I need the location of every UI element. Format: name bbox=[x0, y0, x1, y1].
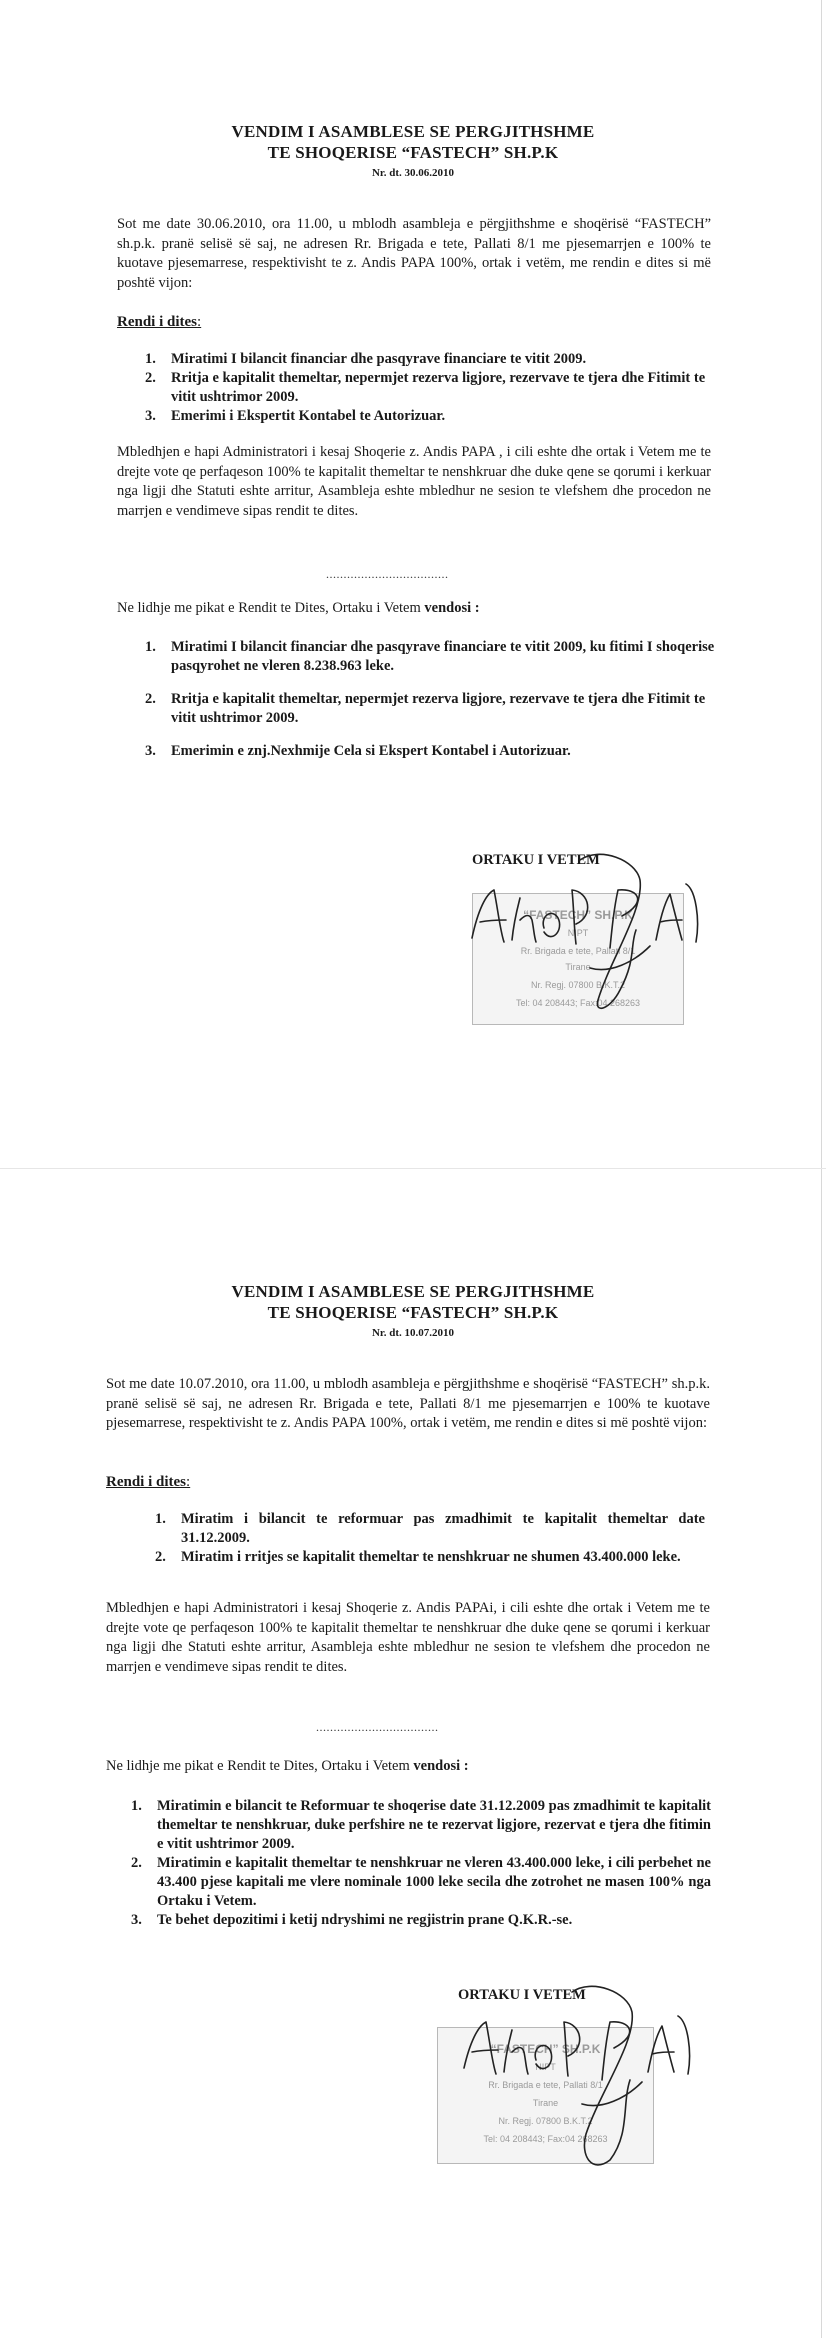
agenda-item bbox=[145, 350, 725, 369]
handwritten-signature-icon bbox=[460, 850, 720, 1030]
item-text: Rritja e kapitalit themeltar, nepermjet rezerva ligjore, rezervave te tjera dhe Fitimit te vitit ushtrimor 2009. bbox=[171, 370, 706, 405]
decision-word: vendosi : bbox=[424, 600, 480, 616]
decision-word: vendosi : bbox=[413, 1758, 469, 1774]
item-number: 3. bbox=[145, 408, 156, 424]
meeting-paragraph: Mbledhjen e hapi Administratori i kesaj Shoqerie z. Andis PAPA , i cili eshte dhe ortak i Vetem me te drejte vote qe perfaqeson 100% te kapitalit themeltar te nenshkruar dhe duke qene se qorumi i kerkuar nga ligji dhe Statuti eshte arritur, Asambleja eshte mbledhur ne sesion te vlefshem dhe procedon ne marrjen e vendimeve sipas rendit te dites. bbox=[117, 444, 711, 519]
agenda-item bbox=[145, 407, 725, 426]
agenda-heading bbox=[106, 1474, 190, 1491]
item-number: 2. bbox=[145, 691, 156, 707]
stamp-line: Tirane bbox=[565, 962, 591, 972]
item-text: Rritja e kapitalit themeltar, nepermjet rezerva ligjore, rezervave te tjera dhe Fitimit te vitit ushtrimor 2009. bbox=[171, 691, 706, 726]
item-number: 1. bbox=[155, 1511, 166, 1527]
item-text: Miratimin e bilancit te Reformuar te shoqerise date 31.12.2009 pas zmadhimit te kapitalit themeltar te nenshkruar, duke perfshire ne te rezervat ligjore, rezervat e tjera dhe fitimin e vitit ushtrimor 2009. bbox=[157, 1798, 711, 1852]
item-text: Miratim i bilancit te reformuar pas zmadhimit te kapitalit themeltar date 31.12.2009. bbox=[181, 1511, 705, 1546]
item-number: 1. bbox=[145, 639, 156, 655]
decision-intro bbox=[106, 1758, 469, 1775]
separator-dots: ................................... bbox=[316, 1720, 439, 1734]
agenda-heading-text: Rendi i dites bbox=[117, 314, 198, 330]
stamp-line: Tel: 04 208443; Fax:04 268263 bbox=[483, 2134, 608, 2144]
stamp-line: “FASTECH” SH.P.K bbox=[523, 908, 633, 922]
agenda-heading-colon: : bbox=[197, 314, 202, 330]
item-number: 2. bbox=[155, 1549, 166, 1565]
signer-label: ORTAKU I VETEM bbox=[472, 852, 600, 868]
item-text: Te behet depozitimi i ketij ndryshimi ne regjistrin prane Q.K.R.-se. bbox=[157, 1912, 573, 1928]
item-number: 1. bbox=[145, 351, 156, 367]
decision-item bbox=[131, 1797, 711, 1854]
stamp-line: NIPT bbox=[535, 2062, 556, 2072]
stamp-line: Nr. Regj. 07800 B.K.T.2 bbox=[530, 980, 626, 990]
separator-dots: ................................... bbox=[326, 567, 449, 581]
agenda-heading-text: Rendi i dites bbox=[106, 1474, 187, 1490]
doc-title-line-1: VENDIM I ASAMBLESE SE PERGJITHSHME bbox=[231, 122, 595, 141]
item-number: 2. bbox=[131, 1855, 142, 1871]
stamp-line: Rr. Brigada e tete, Pallati 8/1 bbox=[488, 2080, 603, 2090]
meeting-paragraph: Mbledhjen e hapi Administratori i kesaj Shoqerie z. Andis PAPAi, i cili eshte dhe ortak i Vetem me te drejte vote qe perfaqeson 100% te kapitalit themeltar te nenshkruar dhe duke qene se qorumi i kerkuar nga ligji dhe Statuti eshte arritur, Asambleja eshte mbledhur ne sesion te vlefshem dhe procedon ne marrjen e vendimeve sipas rendit te dites. bbox=[106, 1600, 710, 1675]
item-number: 2. bbox=[145, 370, 156, 386]
stamp-line: Nr. Regj. 07800 B.K.T.2 bbox=[498, 2116, 593, 2126]
decision-item bbox=[145, 638, 725, 676]
doc-title-line-2: TE SHOQERISE “FASTECH” SH.P.K bbox=[267, 1303, 559, 1322]
decision-item bbox=[131, 1854, 711, 1911]
decision-intro-text: Ne lidhje me pikat e Rendit te Dites, Ortaku i Vetem bbox=[117, 600, 425, 616]
stamp-line: NIPT bbox=[567, 928, 589, 938]
item-number: 3. bbox=[131, 1912, 142, 1928]
stamp-line: “FASTECH” SH.P.K bbox=[490, 2042, 601, 2056]
item-text: Miratim i rritjes se kapitalit themeltar te nenshkruar ne shumen 43.400.000 leke. bbox=[181, 1549, 681, 1565]
signer-label: ORTAKU I VETEM bbox=[458, 1987, 586, 2003]
item-text: Emerimi i Ekspertit Kontabel te Autorizuar. bbox=[171, 408, 446, 424]
doc-title-line-1: VENDIM I ASAMBLESE SE PERGJITHSHME bbox=[231, 1282, 595, 1301]
stamp-line: Rr. Brigada e tete, Pallati 8/1 bbox=[520, 946, 636, 956]
item-text: Miratimi I bilancit financiar dhe pasqyrave financiare te vitit 2009. bbox=[171, 351, 587, 367]
agenda-heading bbox=[117, 314, 201, 331]
handwritten-signature-icon bbox=[450, 1984, 710, 2184]
doc-number-date: Nr. dt. 30.06.2010 bbox=[371, 167, 455, 179]
page-edge bbox=[821, 1169, 822, 2338]
item-text: Emerimin e znj.Nexhmije Cela si Ekspert Kontabel i Autorizuar. bbox=[171, 743, 571, 759]
intro-paragraph: Sot me date 30.06.2010, ora 11.00, u mblodh asambleja e përgjithshme e shoqërisë “FASTECH” sh.p.k. pranë selisë së saj, ne adresen Rr. Brigada e tete, Pallati 8/1 me pjesemarrjen e 100% te kuotave pjesemarrese, respektivisht te z. Andis PAPA 100%, ortak i vetëm, me rendin e dites si më poshtë vijon: bbox=[117, 216, 711, 291]
page-2 bbox=[0, 1169, 826, 2338]
doc-number-date: Nr. dt. 10.07.2010 bbox=[371, 1327, 455, 1339]
agenda-list bbox=[155, 1510, 705, 1567]
agenda-heading-colon: : bbox=[186, 1474, 191, 1490]
intro-paragraph: Sot me date 10.07.2010, ora 11.00, u mblodh asambleja e përgjithshme e shoqërisë “FASTECH” sh.p.k. pranë selisë së saj, ne adresen Rr. Brigada e tete, Pallati 8/1 me pjesemarrjen e 100% te kuotave pjesemarrese, respektivisht te z. Andis PAPA 100%, ortak i vetëm, me rendin e dites si më poshtë vijon: bbox=[106, 1376, 710, 1431]
decision-item bbox=[131, 1911, 711, 1930]
agenda-list bbox=[145, 350, 725, 426]
item-text: Miratimi I bilancit financiar dhe pasqyrave financiare te vitit 2009, ku fitimi I shoqerise pasqyrohet ne vleren 8.238.963 leke. bbox=[171, 639, 715, 674]
decision-item bbox=[145, 690, 725, 728]
decision-intro bbox=[117, 600, 480, 617]
decision-item bbox=[145, 742, 725, 761]
item-text: Miratimin e kapitalit themeltar te nenshkruar ne vleren 43.400.000 leke, i cili perbehet ne 43.400 pjese kapitali me vlere nominale 1000 leke secila dhe zotrohet ne masen 100% nga Ortaku i Vetem. bbox=[157, 1855, 711, 1909]
stamp-line: Tel: 04 208443; Fax:04 268263 bbox=[515, 998, 641, 1008]
doc-title-line-2: TE SHOQERISE “FASTECH” SH.P.K bbox=[267, 143, 559, 162]
agenda-item bbox=[155, 1548, 705, 1567]
stamp-line: Tirane bbox=[532, 2098, 559, 2108]
item-number: 1. bbox=[131, 1798, 142, 1814]
item-number: 3. bbox=[145, 743, 156, 759]
decision-intro-text: Ne lidhje me pikat e Rendit te Dites, Ortaku i Vetem bbox=[106, 1758, 414, 1774]
agenda-item bbox=[155, 1510, 705, 1548]
decision-list bbox=[145, 638, 725, 761]
agenda-item bbox=[145, 369, 725, 407]
decision-list bbox=[131, 1797, 711, 1930]
